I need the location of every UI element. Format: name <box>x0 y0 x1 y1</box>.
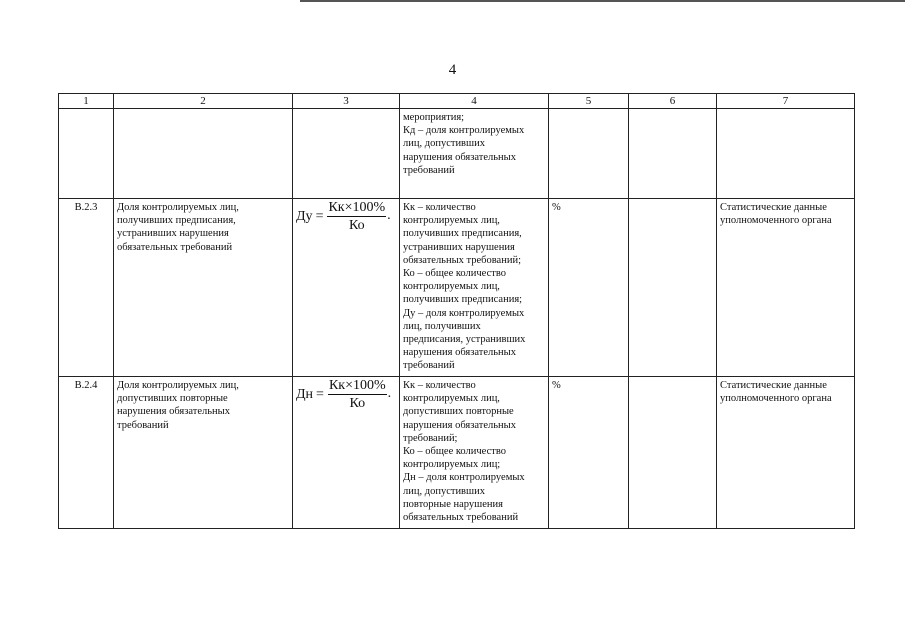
formula-numerator: Кк×100% <box>327 201 386 217</box>
formula-cell <box>293 377 400 529</box>
column-header: 3 <box>293 94 400 109</box>
formula <box>296 201 396 232</box>
formula <box>296 379 396 410</box>
column-header: 1 <box>59 94 114 109</box>
continuation-row <box>59 109 855 199</box>
source-cell <box>717 109 855 199</box>
formula-denominator: Ко <box>349 218 365 234</box>
column-header: 5 <box>549 94 629 109</box>
page-number: 4 <box>448 62 457 78</box>
top-rule <box>300 0 905 2</box>
table-row <box>59 377 855 529</box>
header-row <box>59 94 855 109</box>
formula-cell <box>293 109 400 199</box>
formula-eq: = <box>316 387 324 403</box>
unit-cell <box>549 109 629 199</box>
formula-cell <box>293 199 400 377</box>
column-header: 6 <box>629 94 717 109</box>
terms-cell: мероприятия; Кд – доля контролируемых лиц, допустивших нарушения обязательных требований <box>400 109 549 199</box>
formula-fraction <box>328 379 387 410</box>
column-header: 7 <box>717 94 855 109</box>
formula-fraction <box>327 201 386 232</box>
formula-eq: = <box>315 209 324 225</box>
indicator-code: В.2.3 <box>59 199 114 377</box>
indicators-table <box>58 93 855 529</box>
unit-cell: % <box>549 199 629 377</box>
terms-cell: Кк – количество контролируемых лиц, допустивших повторные нарушения обязательных требований; Ко – общее количество контролируемых лиц; Дн – доля контролируемых лиц, допустивших повторные нарушения обязательных требований <box>400 377 549 529</box>
terms-cell: Кк – количество контролируемых лиц, получивших предписания, устранивших нарушения обязательных требований; Ко – общее количество контролируемых лиц, получивших предписания; Ду – доля контролируемых лиц, получивших предписания, устранивших нарушения обязательных требований <box>400 199 549 377</box>
code-cell <box>59 109 114 199</box>
indicator-name: Доля контролируемых лиц, получивших предписания, устранивших нарушения обязательных требований <box>114 199 293 377</box>
indicator-code: В.2.4 <box>59 377 114 529</box>
formula-dot: . <box>387 208 391 224</box>
name-cell <box>114 109 293 199</box>
table-row <box>59 199 855 377</box>
formula-numerator: Кк×100% <box>328 379 387 395</box>
col6-cell <box>629 199 717 377</box>
indicator-name: Доля контролируемых лиц, допустивших повторные нарушения обязательных требований <box>114 377 293 529</box>
unit-cell: % <box>549 377 629 529</box>
formula-lhs: Ду <box>296 209 313 225</box>
source-cell: Статистические данные уполномоченного органа <box>717 199 855 377</box>
formula-lhs: Дн <box>296 387 314 403</box>
column-header: 2 <box>114 94 293 109</box>
formula-denominator: Ко <box>349 396 366 412</box>
source-cell: Статистические данные уполномоченного органа <box>717 377 855 529</box>
formula-dot: . <box>387 386 392 402</box>
col6-cell <box>629 109 717 199</box>
column-header: 4 <box>400 94 549 109</box>
col6-cell <box>629 377 717 529</box>
